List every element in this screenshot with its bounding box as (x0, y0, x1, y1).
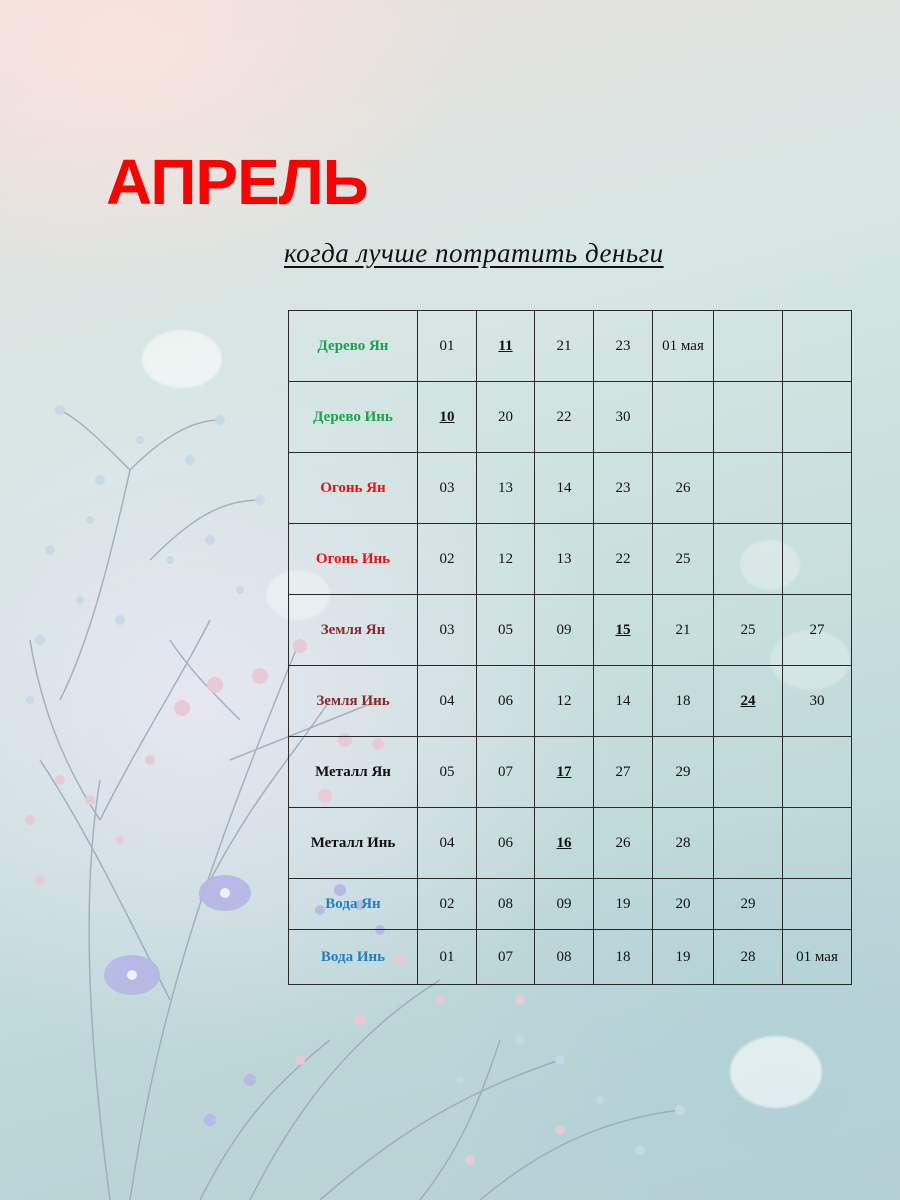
day-cell (418, 524, 477, 595)
day-cell (418, 879, 477, 930)
day-value: 27 (809, 621, 825, 638)
day-cell (535, 930, 594, 985)
day-cell (714, 453, 783, 524)
table-row (289, 595, 852, 666)
day-cell (418, 737, 477, 808)
day-value: 18 (675, 692, 691, 709)
day-value: 21 (675, 621, 691, 638)
day-cell (477, 524, 535, 595)
day-value: 06 (498, 692, 513, 709)
day-cell (477, 666, 535, 737)
day-cell (418, 595, 477, 666)
element-label: Вода Инь (289, 930, 418, 985)
day-value: 09 (556, 621, 572, 638)
day-cell (594, 879, 653, 930)
table-row (289, 808, 852, 879)
table-row (289, 879, 852, 930)
day-cell (714, 595, 783, 666)
element-label: Земля Инь (289, 666, 418, 737)
day-cell (594, 382, 653, 453)
day-cell (535, 311, 594, 382)
day-cell (535, 453, 594, 524)
day-cell (783, 737, 852, 808)
day-value: 05 (439, 763, 455, 780)
element-label: Земля Ян (289, 595, 418, 666)
day-value: 08 (498, 895, 513, 912)
day-cell (653, 453, 714, 524)
day-cell (418, 930, 477, 985)
day-cell-highlighted (714, 666, 783, 737)
day-value: 26 (675, 479, 691, 496)
element-label: Металл Инь (289, 808, 418, 879)
day-cell (653, 595, 714, 666)
day-value: 09 (556, 895, 572, 912)
day-cell (653, 311, 714, 382)
day-cell (477, 595, 535, 666)
table-row (289, 737, 852, 808)
day-value: 30 (615, 408, 631, 425)
day-cell (477, 737, 535, 808)
day-cell (477, 453, 535, 524)
day-cell (783, 666, 852, 737)
day-cell (535, 595, 594, 666)
day-cell (477, 930, 535, 985)
day-value: 21 (556, 337, 572, 354)
day-cell (783, 311, 852, 382)
day-value: 25 (740, 621, 756, 638)
day-value: 30 (809, 692, 825, 709)
day-value: 04 (439, 692, 455, 709)
page-subtitle: когда лучше потратить деньги (284, 238, 664, 268)
day-cell (594, 808, 653, 879)
element-label: Дерево Ян (289, 311, 418, 382)
day-value: 29 (740, 895, 756, 912)
element-label: Дерево Инь (289, 382, 418, 453)
day-value: 26 (615, 834, 631, 851)
day-value: 03 (439, 621, 455, 638)
day-value: 13 (498, 479, 513, 496)
day-value: 20 (675, 895, 691, 912)
day-cell (783, 930, 852, 985)
day-value: 14 (615, 692, 631, 709)
day-value: 07 (498, 948, 513, 965)
element-label: Вода Ян (289, 879, 418, 930)
day-cell-highlighted (594, 595, 653, 666)
day-value: 17 (556, 763, 572, 780)
day-cell (477, 382, 535, 453)
day-value: 28 (740, 948, 756, 965)
day-value: 07 (498, 763, 513, 780)
day-cell-highlighted (418, 382, 477, 453)
day-value: 12 (498, 550, 513, 567)
day-value: 16 (556, 834, 572, 851)
day-cell (653, 382, 714, 453)
day-value: 01 мая (796, 948, 838, 965)
day-cell (535, 382, 594, 453)
day-value: 22 (615, 550, 631, 567)
day-cell (535, 666, 594, 737)
day-cell (594, 666, 653, 737)
day-cell (594, 737, 653, 808)
day-cell (653, 930, 714, 985)
table-row (289, 666, 852, 737)
day-cell (477, 808, 535, 879)
day-cell (594, 524, 653, 595)
day-value: 11 (498, 337, 513, 354)
day-cell (418, 311, 477, 382)
day-cell (418, 666, 477, 737)
day-cell-highlighted (535, 808, 594, 879)
day-cell (594, 453, 653, 524)
day-cell (714, 382, 783, 453)
day-cell (653, 879, 714, 930)
day-cell (594, 311, 653, 382)
day-value: 24 (740, 692, 756, 709)
day-value: 15 (615, 621, 631, 638)
table-row (289, 453, 852, 524)
day-cell (418, 808, 477, 879)
day-cell (714, 930, 783, 985)
day-cell (783, 453, 852, 524)
day-value: 19 (675, 948, 691, 965)
day-cell (783, 524, 852, 595)
day-value: 27 (615, 763, 631, 780)
day-cell (714, 808, 783, 879)
element-label: Огонь Ян (289, 453, 418, 524)
day-cell (783, 808, 852, 879)
day-cell (653, 524, 714, 595)
day-value: 01 мая (662, 337, 704, 354)
element-label: Огонь Инь (289, 524, 418, 595)
day-value: 01 (439, 337, 455, 354)
day-value: 06 (498, 834, 513, 851)
element-label: Металл Ян (289, 737, 418, 808)
day-cell (714, 737, 783, 808)
day-value: 01 (439, 948, 455, 965)
day-cell (783, 879, 852, 930)
day-value: 04 (439, 834, 455, 851)
day-cell (714, 524, 783, 595)
day-value: 10 (439, 408, 455, 425)
table-row (289, 930, 852, 985)
spending-days-table (288, 310, 852, 985)
table-row (289, 524, 852, 595)
day-cell (594, 930, 653, 985)
day-value: 19 (615, 895, 631, 912)
day-value: 22 (556, 408, 572, 425)
day-value: 20 (498, 408, 513, 425)
day-value: 29 (675, 763, 691, 780)
table-row (289, 311, 852, 382)
day-value: 14 (556, 479, 572, 496)
day-cell-highlighted (535, 737, 594, 808)
day-cell (653, 737, 714, 808)
day-value: 25 (675, 550, 691, 567)
day-cell (535, 879, 594, 930)
day-value: 05 (498, 621, 513, 638)
day-cell (535, 524, 594, 595)
day-value: 13 (556, 550, 572, 567)
day-cell (783, 595, 852, 666)
page-title: АПРЕЛЬ (106, 146, 368, 218)
day-cell (714, 879, 783, 930)
day-cell (783, 382, 852, 453)
day-value: 02 (439, 895, 455, 912)
day-cell-highlighted (477, 311, 535, 382)
day-cell (653, 666, 714, 737)
day-value: 18 (615, 948, 631, 965)
day-value: 23 (615, 479, 631, 496)
day-value: 12 (556, 692, 572, 709)
table-row (289, 382, 852, 453)
day-value: 08 (556, 948, 572, 965)
day-cell (714, 311, 783, 382)
day-value: 28 (675, 834, 691, 851)
day-value: 23 (615, 337, 631, 354)
day-value: 03 (439, 479, 455, 496)
day-cell (477, 879, 535, 930)
day-cell (418, 453, 477, 524)
day-cell (653, 808, 714, 879)
day-value: 02 (439, 550, 455, 567)
